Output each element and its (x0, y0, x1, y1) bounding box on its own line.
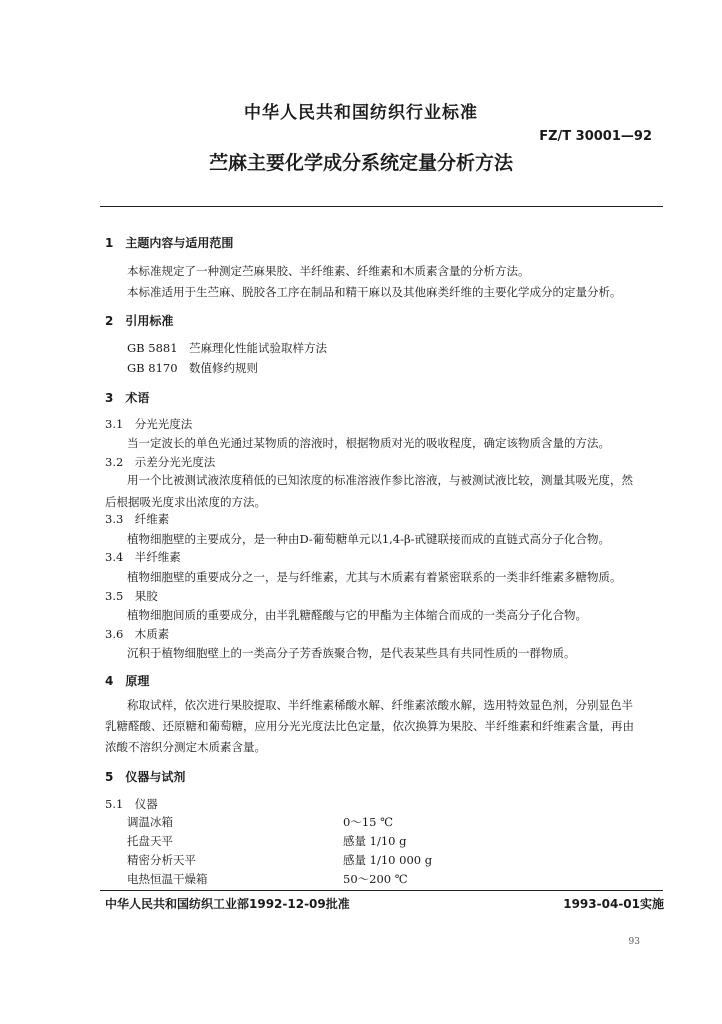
instrument-name: 精密分析天平 (127, 853, 196, 867)
document-title: 苎麻主要化学成分系统定量分析方法 (208, 152, 513, 174)
term-3-1-text: 当一定波长的单色光通过某物质的溶液时，根据物质对光的吸收程度，确定该物质含量的方法。 (127, 436, 610, 450)
org-title: 中华人民共和国纺织行业标准 (244, 103, 478, 123)
section-2-heading: 2 引用标准 (105, 314, 174, 328)
subsection-5-1-heading: 5.1 仪器 (105, 797, 158, 811)
term-3-4-title: 3.4 半纤维素 (105, 550, 181, 564)
term-3-1-title: 3.1 分光光度法 (105, 417, 193, 431)
section-4-heading: 4 原理 (105, 674, 150, 688)
section-3-heading: 3 术语 (105, 391, 150, 405)
term-3-3-text: 植物细胞壁的主要成分，是一种由D-葡萄糖单元以1,4-β-甙键联接而成的直链式高分子化合物。 (127, 532, 611, 546)
term-3-5-title: 3.5 果胶 (105, 589, 158, 603)
instrument-name: 调温冰箱 (127, 815, 173, 829)
approval-line: 中华人民共和国纺织工业部1992-12-09批准 (105, 897, 350, 911)
header-rule (100, 206, 663, 207)
standard-number: FZ/T 30001—92 (539, 129, 652, 144)
instrument-name: 托盘天平 (127, 834, 173, 848)
footer-rule (100, 890, 663, 891)
section-4-text: 称取试样，依次进行果胶提取、半纤维素稀酸水解、纤维素浓酸水解，选用特效显色剂，分别显色半乳糖醛酸、还原糖和葡萄糖，应用分光光度法比色定量，依次换算为果胶、半纤维素和纤维素含量，再由浓酸不溶织分测定木质素含量。 (105, 698, 634, 754)
term-3-5-text: 植物细胞间质的重要成分，由半乳糖醛酸与它的甲酯为主体缩合而成的一类高分子化合物。 (127, 608, 587, 622)
instrument-spec: 感量 1/10 000 g (343, 853, 433, 867)
term-3-4-text: 植物细胞壁的重要成分之一，是与纤维素，尤其与木质素有着紧密联系的一类非纤维素多糖物质。 (127, 570, 622, 584)
term-3-6-text: 沉积于植物细胞壁上的一类高分子芳香族聚合物，是代表某些具有共同性质的一群物质。 (127, 646, 576, 660)
term-3-3-title: 3.3 纤维素 (105, 512, 170, 526)
term-3-6-title: 3.6 木质素 (105, 627, 170, 641)
term-3-2-title: 3.2 示差分光光度法 (105, 455, 216, 469)
section-5-heading: 5 仪器与试剂 (105, 770, 186, 784)
page-number: 93 (628, 937, 640, 947)
reference-gb5881: GB 5881 苎麻理化性能试验取样方法 (127, 341, 328, 355)
section-1-heading: 1 主题内容与适用范围 (105, 236, 234, 250)
effective-date: 1993-04-01实施 (563, 897, 664, 911)
section-1-para-2: 本标准适用于生苎麻、脱胶各工序在制品和精干麻以及其他麻类纤维的主要化学成分的定量分析。 (127, 285, 622, 299)
instrument-spec: 感量 1/10 g (343, 834, 407, 848)
section-1-para-1: 本标准规定了一种测定苎麻果胶、半纤维素、纤维素和木质素含量的分析方法。 (127, 264, 530, 278)
instrument-spec: 0～15 ℃ (343, 815, 393, 829)
term-3-2-text: 用一个比被测试液浓度稍低的已知浓度的标准溶液作参比溶液，与被测试液比较，测量其吸光度，然后根据吸光度求出浓度的方法。 (105, 473, 633, 509)
instrument-spec: 50～200 ℃ (343, 872, 408, 886)
instrument-name: 电热恒温干燥箱 (127, 872, 208, 886)
reference-gb8170: GB 8170 数值修约规则 (127, 361, 259, 375)
